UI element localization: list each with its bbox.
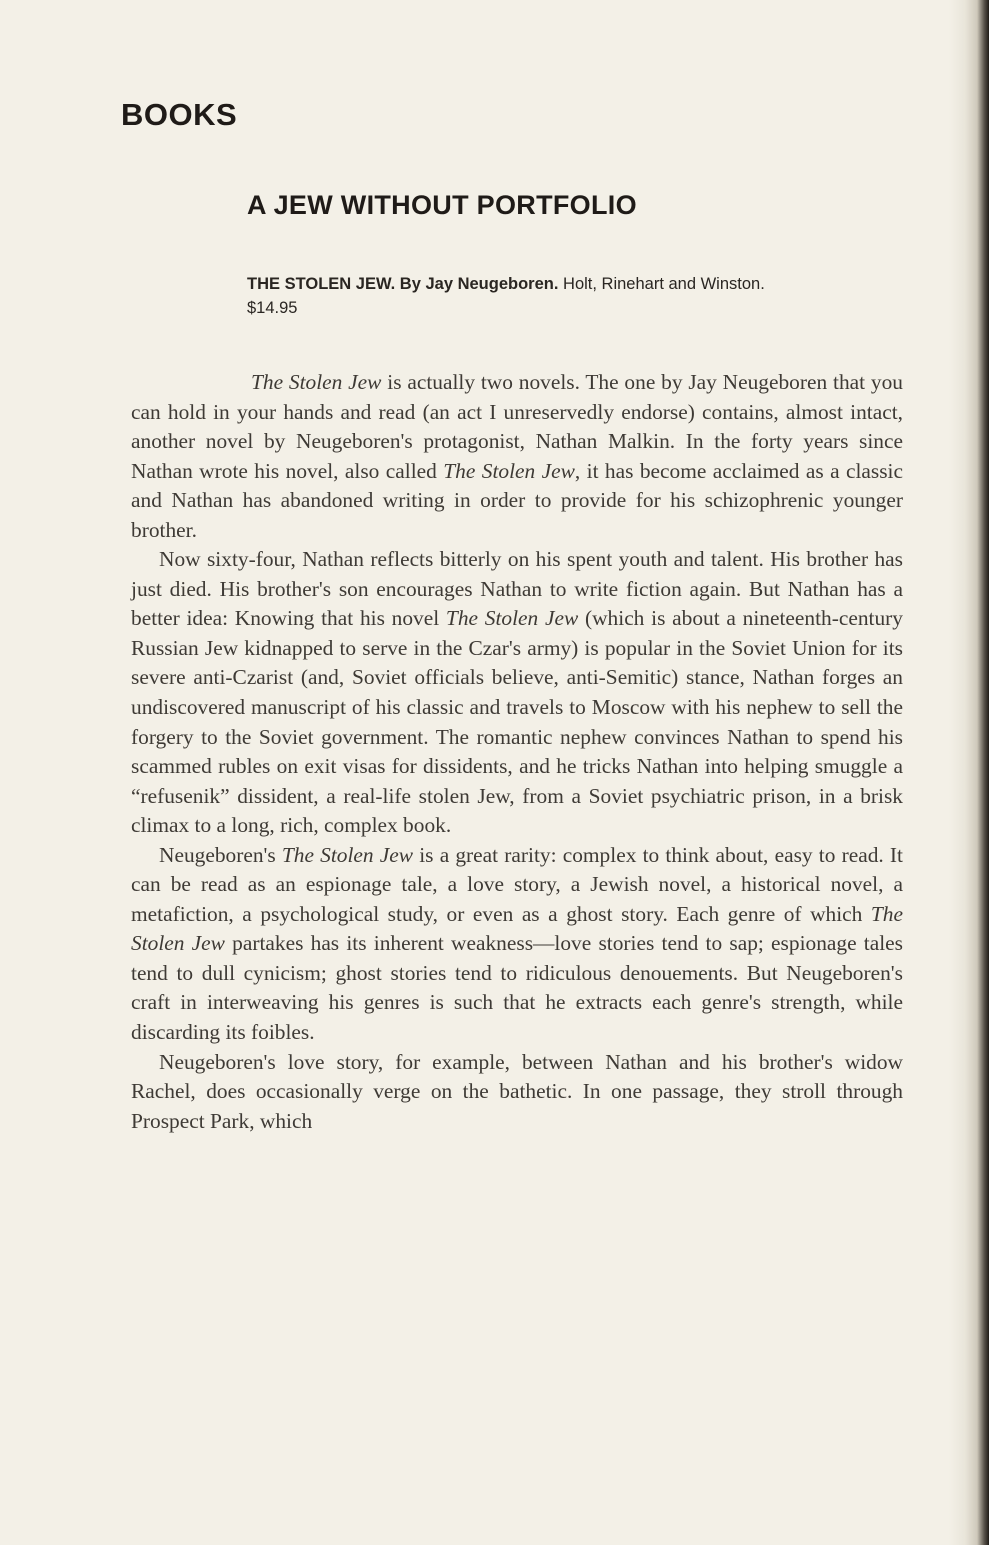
text-run: Now sixty-four, Nathan reflects bitterly on his spent youth and talent. His brother has just died. His brother's son encourages Nathan to write fiction again. But Nathan has a better idea: Knowing that his novel — [131, 547, 903, 631]
paragraph-1 — [131, 368, 903, 545]
text-run: The Stolen Jew — [443, 458, 575, 483]
citation-publisher: Holt, Rinehart and Winston. — [558, 275, 765, 293]
text-run: (which is about a nineteenth-century Russian Jew kidnapped to serve in the Czar's army) is popular in the Soviet Union for its severe anti-Czarist (and, Soviet officials believe, anti-Semitic) stance, Nathan forges an undiscovered manuscript of his classic and travels to Moscow with his nephew to sell the forgery to the Soviet government. The romantic nephew convinces Nathan to spend his scammed rubles on exit visas for dissidents, and he tricks Nathan into helping smuggle a “refusenik” dissident, a real-life stolen Jew, from a Soviet psychiatric prison, in a brisk climax to a long, rich, complex book. — [131, 606, 904, 838]
text-run: The Stolen Jew — [131, 901, 903, 956]
book-citation — [247, 272, 907, 320]
citation-price: $14.95 — [247, 299, 298, 317]
text-run: The Stolen Jew — [445, 606, 579, 631]
text-run: The Stolen Jew — [251, 370, 382, 394]
article-title: A JEW WITHOUT PORTFOLIO — [247, 190, 637, 220]
citation-title-author: THE STOLEN JEW. By Jay Neugeboren. — [247, 275, 559, 293]
text-run: is actually two novels. The one by Jay Neugeboren that you can hold in your hands and read (an act I unreservedly endorse) contains, almost intact, another novel by Neugeboren's protagonist, Nathan Malkin. In the forty years since Nathan wrote his novel, also called — [131, 370, 903, 483]
paragraph-3 — [131, 841, 903, 1048]
text-run: Neugeboren's — [159, 842, 282, 867]
text-run: Neugeboren's love story, for example, between Nathan and his brother's widow Rachel, does occasionally verge on the bathetic. In one passage, they stroll through Prospect Park, which — [131, 1049, 903, 1133]
text-run: is a great rarity: complex to think about, easy to read. It can be read as an espionage tale, a love story, a Jewish novel, a historical novel, a metafiction, a psychological study, or even as a ghost story. Each genre of which — [131, 842, 903, 926]
paragraph-4 — [131, 1048, 903, 1137]
text-run: partakes has its inherent weakness—love stories tend to sap; espionage tales tend to dull cynicism; ghost stories tend to ridiculous denouements. But Neugeboren's craft in interweaving his genres is such that he extracts each genre's strength, while discarding its foibles. — [131, 931, 903, 1045]
paragraph-2 — [131, 545, 903, 840]
page-binding-shadow — [949, 0, 989, 1545]
text-run: , it has become acclaimed as a classic and Nathan has abandoned writing in order to provide for his schizophrenic younger brother. — [131, 458, 903, 542]
review-body — [131, 368, 903, 1136]
text-run: The Stolen Jew — [281, 842, 414, 867]
section-heading: BOOKS — [121, 97, 238, 132]
